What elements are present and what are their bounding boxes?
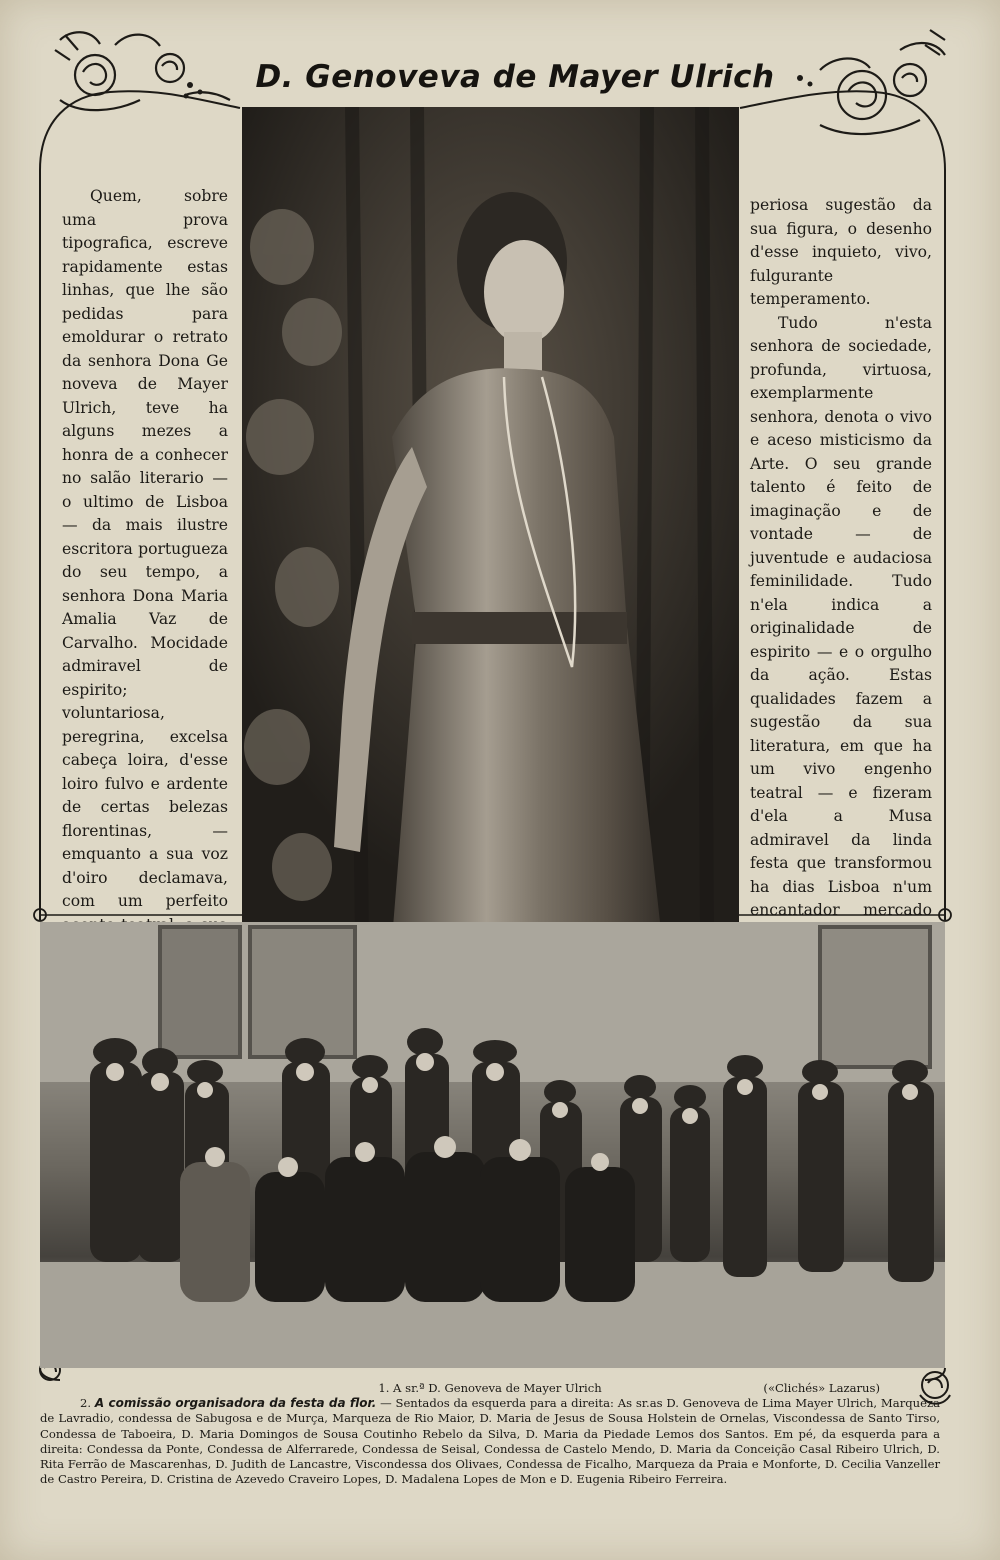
caption-group xyxy=(40,1396,940,1487)
portrait-illustration xyxy=(242,107,739,940)
caption-portrait xyxy=(40,1381,940,1396)
photo-credit: («Clichés» Lazarus) xyxy=(763,1381,880,1395)
page-title: D. Genoveva de Mayer Ulrich xyxy=(255,58,775,95)
rose-ornament-right xyxy=(820,30,945,134)
article-paragraph-continuation: periosa sugestão da sua figura, o desenho d'esse inquieto, vivo, fulgurante temperamento. xyxy=(750,196,932,308)
article-paragraph-2: Tudo n'esta senhora de sociedade, profunda, virtuosa, exemplarmente senhora, denota o vivo e aceso misticismo da Arte. O seu grande talento é feito de imaginação e de vontade — de juventude e audaciosa feminilidade. Tudo n'ela indica a originalidade de espirito — e o orgulho da ação. Estas qualidades fazem a sugestão da sua literatura, em que ha um vivo engenho teatral — e fizeram d'ela a Musa admiravel da linda festa que transformou ha dias Lisboa n'um encantador mercado xyxy=(750,313,932,919)
group-photo xyxy=(40,922,945,1368)
caption-group-number: 2. xyxy=(80,1396,92,1411)
article-paragraph-1: Quem, sobre uma prova tipografica, escreve rapidamente estas linhas, que lhe são pedidas para emoldurar o retrato da senhora Dona Ge noveva de Mayer Ulrich, teve ha alguns mezes a honra de a conhecer no salão literario — o ultimo de Lisboa — da mais ilustre escritora portugueza do seu tempo, a senhora Dona Maria Amalia Vaz de Carvalho. Mocidade admiravel de espirito; voluntariosa, peregrina, excelsa cabeça loira, d'esse loiro fulvo e ardente de certas belezas florentinas, — emquanto a sua voz d'oiro declamava, com um perfeito xyxy=(62,187,228,910)
caption-group-title: A comissão organisadora da festa da flor. xyxy=(94,1396,377,1411)
rose-ornament-left xyxy=(55,32,230,110)
portrait-photo xyxy=(242,107,739,940)
group-illustration xyxy=(40,922,945,1368)
photo-captions xyxy=(40,1381,940,1487)
caption-portrait-text: 1. A sr.ª D. Genoveva de Mayer Ulrich xyxy=(378,1381,602,1395)
caption-group-body: — Sentados da esquerda para a direita: As sr.as D. Genoveva de Lima Mayer Ulrich, Marqueza de Lavradio, condessa de Sabugosa e de Murça, Marqueza de Rio Maior, D. Maria de Jesus de Sousa Holstein de Ornelas, Viscondessa de Santo Tirso, Condessa de Taboeira, D. Maria Domingos de Sousa Coutinho Rebelo da Silva, D. Maria da Piedade Lemos dos Santos. Em pé, da esquerda para a direita: Condessa da Ponte, Condessa de Alferrarede, Condessa de Seisal, Condessa de Castelo Mendo, D. Maria da Conceição Casal Ribeiro Ulrich, D. Rita Ferrão de Mascarenhas, D. Judith de Lancastre, Viscondessa dos Olivaes, Condessa de Ficalho, Marqueza da Praia e Monforte, D. Cecilia Vanzeller de Castro Pereira, D. Cristina de Azevedo Craveiro Lopes, D. Madalena Lopes de Mon e D. Eugenia Ribeiro Ferreira. xyxy=(40,1396,941,1487)
